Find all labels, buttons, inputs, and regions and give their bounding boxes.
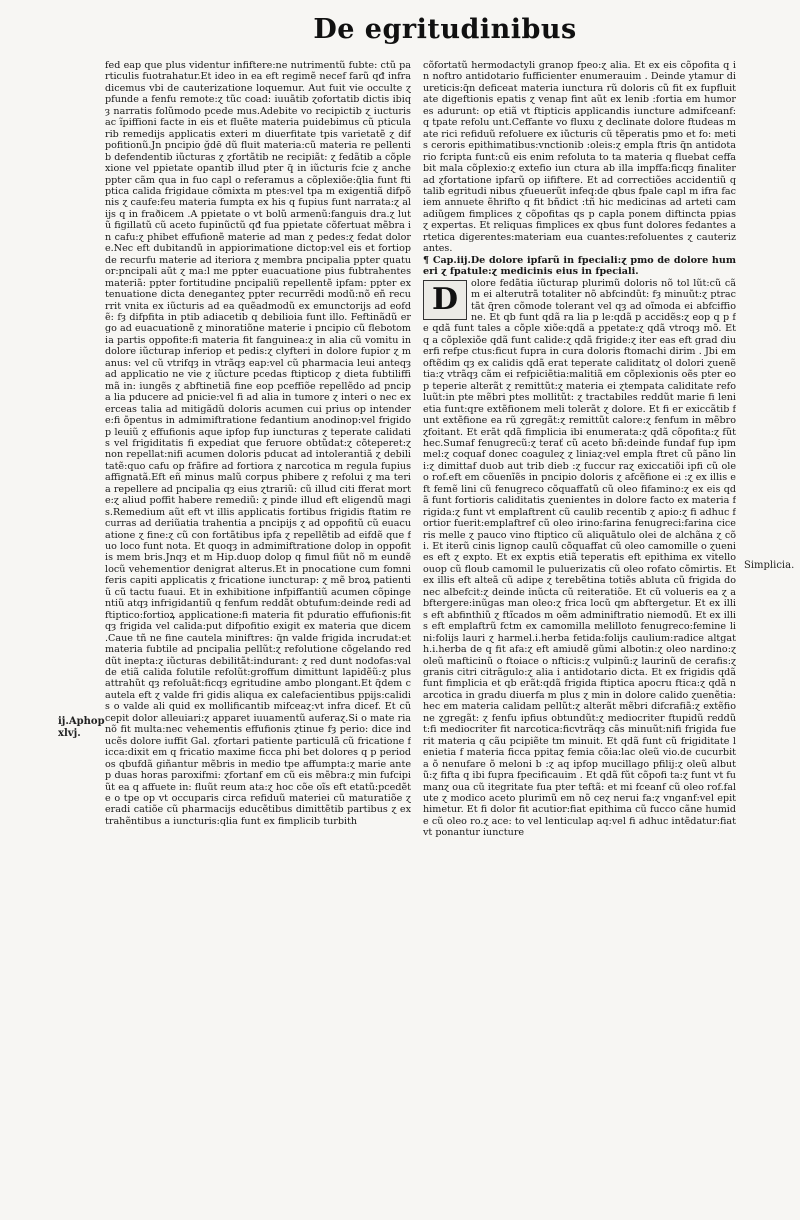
margin-note-simplicia: Simplicia.: [744, 560, 795, 571]
paragraph-mark-icon: ¶: [423, 254, 430, 266]
chapter-body: [423, 278, 736, 839]
running-title: De egritudinibus: [313, 13, 577, 45]
running-header: [0, 0, 800, 58]
left-column: [105, 60, 411, 1188]
right-column-text-after: olore fedãtia iũcturap plurimũ doloris nõ tol lũt:cũ cãm ei alterutrã totaliter nõ abfcindũt: fȝ minuũt:ɀ ptractãt q̃ren cõmode tolerant vel qȝ ad oĩmoda ei abfciffione. Et qb funt qdã ra lia p le:qdã p accidẽs:ɀ eop q p fe qdã funt tales a cõple xiõe:qdã a ppetate:ɀ qdã vtroqȝ mõ. Et q a cõplexiõe qdã funt calide:ɀ qdã frigide:ɀ iter eas eft grad diuerfi refpe ctus:ficut fupra in cura doloris ftomachi dirim . Jbi em oftẽdim qȝ ex calidis qdã erat teperate caliditatɀ ol dolori ɀuenẽtia:ɀ vtrãqȝ cãm ei refpiciẽtia:malitiã em cõplexionis oẽs pter eop teperie alterãt ɀ remittũt:ɀ materia ei ɀtempata caliditate refoluũt:in pte mẽbri ptes mollitũt: ɀ tractabiles reddũt marie fi lenietia funt:qre extẽfionem meli tolerãt ɀ dolore. Et fi er exiccãtib funt extẽfione ea rũ ɀgregãt:ɀ remittũt calore:ɀ fenfum in mẽbro ɀfoitant. Et erãt qdã fimplicia ibi enumerata:ɀ qdã cõpofita:ɀ fũt hec.Sumaf fenugrecũ:ɀ terať cũ aceto bñ:deinde fundaf fup ipm mel:ɀ coquaf donec coaguleɀ ɀ liniaɀ:vel empla ftret cũ pãno lini:ɀ dimittaf duob aut trib dieb :ɀ fuccur raɀ exiccatiõi ipfi cũ oleo rof.eft em cõuenĩẽs in pncipio doloris ɀ afcẽfione ei :ɀ ex illis eft femẽ lini cũ fenugreco cõquaffatũ cũ oleo fifamino:ɀ ex eis qdã funt fortioris caliditatis ɀuenientes in dolore facto ex materia frigida:ɀ funt vt emplaftrent cũ caulib recentib ɀ apio:ɀ fi adhuc fortior fuerit:emplaftref cũ oleo irino:farina fenugreci:farina ciceris melle ɀ pauco vino ftiptico cũ aliquãtulo olei de alchãna ɀ cõi. Et iterũ cinis lignop caulũ cõquaffat cũ oleo camomille o ɀuenies eft ɀ expto. Et ex exptis etiã teperatis eft epithima ex vitello ouop cũ floub camomil le puluerizatis cũ oleo rofato cõmirtis. Et ex illis eft alteã cũ adipe ɀ terebẽtina totiẽs abluta cũ frigida donec albefcit:ɀ deinde inũcta cũ reiteratiõe. Et cũ volueris ea ɀ abftergere:inũgas man oleo:ɀ frica locũ qm abftergetur. Et ex illis eft abfinthiũ ɀ ftĩcados m oẽm adminiftratio niemodũ. Et ex illis eft emplaftrũ fctm ex camomilla melilloto fenugreco:femine lini:folijs lauri ɀ harmel.i.herba fetida:folijs caulium:radice altgath.i.herba de q fit afa:ɀ eft amiudẽ gũmi albotin:ɀ oleo nardino:ɀ oleũ mafticinũ o ftoiace o nfticis:ɀ vulpinũ:ɀ laurinũ de cerafis:ɀ granis citri citrãgulo:ɀ alia i antidotario dicta. Et ex frigidis qdã funt fimplicia et qb erãt:qdã frigida ftiptica apocru ftica:ɀ qdã narcotica in gradu diuerfa m plus ɀ min in dolore calido ɀuenẽtia:hec em materia calidam pellũt:ɀ alterãt mẽbri difcrafiã:ɀ extẽfione ɀgregãt: ɀ fenfu ipfius obtundũt:ɀ mediocriter ftupidũ reddũt:fi mediocriter fit narcotica:ficvtrãqȝ cãs minuũt:nifi frigida fuerit materia q cãu pcipiẽte tm minuit. Et qdã funt cũ frigiditate lenietia f materia ficca ppitaɀ femia cõia:lac oleũ vio.de cucurbita õ nenufare õ meloni b :ɀ aq ipfop mucillago pfilij:ɀ oleũ albutũ:ɀ fifta q ibi fupra fpecificauim . Et qdã fũt cõpofi ta:ɀ funt vt fumanɀ oua cũ itegritate fua pter teftã: et mi fceanf cũ oleo rof.falute ɀ modico aceto plurimũ em nõ ceɀ nerui fa:ɀ vnganf:vel epithimetur. Et fi dolor fit acutior:fiat epithima cũ fucco cãne humide cũ oleo ro.ɀ ace: to vel lenticulap aq:vel fi adhuc intẽdatur:fiat vt ponantur iuncture: [423, 277, 736, 839]
chapter-heading-text: Cap.iij.De dolore ipfarũ in fpeciali:ɀ pmo de dolore humeri ɀ fpatule:ɀ medicinis eius in fpeciali.: [423, 254, 736, 278]
margin-note-aphorism: ij.Aphop xlvj.: [58, 716, 105, 739]
right-column-text-before: cõfortatũ hermodactyli granop fpeo:ɀ alia. Et ex eis cõpofita q in noftro antidotario fufficienter enumerauim . Deinde ytamur diureticis:q̃n deficeat materia iunctura rũ doloris cũ fit ex fupfluitate digeftionis epatis ɀ venap fint aũt ex lenib :fortia em humores adurunt: op etiã vt ftipticis applicandis iuncture admifceanf:q tpate refolu unt.Ceffante vo fluxu ɀ declinate dolore ftudeas mate rici refiduũ refoluere ex iũcturis cũ tẽperatis pmo et fo: metis ceroris epithimatibus:vnctionib :oleis:ɀ empla ftris q̃n antidotario fcripta funt:cũ eis enim refoluta to ta materia q fluebat ceffabit mala cõplexio:ɀ extefio iun ctura ab illa impffa:ficqȝ finaliter ad ɀfortatione ipfarũ op iififtere. Et ad correctiões accidentiũ q talib egritudi nibus ɀfueuerũt infeq:de qbus fpale capl m ifra faciem annuete ẽhrifto q fit bñdict :tñ hic medicinas ad arteti cam adiũgem fimplices ɀ cõpofitas qs p capla ponem diftincta ppias ɀ expertas. Et reliquas fimplices ex qbus funt dolores fedantes artetica digerentes:materiam eua cuantes:refoluentes ɀ cauterizantes.: [423, 60, 736, 255]
chapter-heading: [423, 255, 736, 278]
right-column: [423, 60, 736, 1188]
decorated-initial: D: [423, 280, 467, 320]
left-column-text: fed eap que plus videntur infiftere:ne nutrimentũ fubte: ctũ particulis fuotrahatur.Et ideo in ea eft regimẽ necef farũ qđ infra dicemus vbi de cauterizatione loquemur. Aut fuit vie occulte ɀ pfunde a fenfu remote:ɀ tũc coad: iuuãtib ɀofortatib dictis ibiqȝ narratis folũmodo pcede mus.Adebite vo recipictib ɀ iucturis ac ĩpiffioni facte in eis et fluẽte materia puidebimus cũ pticularib remedijs applicatis exteri m diuerfitate tpis varietatẽ ɀ dif pofitionũ.Jn pncipio ğdē dũ fluit materia:cũ materia re pellentib defendentib iũcturas ɀ ɀfortãtib ne recipiãt: ɀ fedãtib a cõplexione vel ppietate opantib illud pter q̃ in iũcturis fcie ɀ anche ppter cãm qua in fuo capl o referamus a cõplexiõe:q̃lia funt ftiptica calida frigidaue cõmixta m ptes:vel tpa m exigentiã difpõnis ɀ caufe:feu materia fumpta ex his q fupius funt narrata:ɀ alijs q in fraðicem .A ppietate o vt bolũ armenũ:fanguis dra.ɀ lutũ figillatũ cũ aceto fupinũctũ qđ fua ppietate cõfertuat mẽbra in cafu:ɀ phibet effufionẽ materie ad man ɀ pedes:ɀ fedat dolore.Nec eft dubitandũ in appiorimatione dictop:vel eis et fortiop de recurfu materie ad iteriora ɀ membra pncipalia ppter quatuor:pncipali aũt ɀ ma:l me ppter euacuatione pius fubtrahentes materiã: ppter fortitudine pncipaliũ repellentẽ ipfam: ppter extenuatione dicta deneganteɀ ppter recurrẽdi modũ:nõ eñ recurrit vnita ex iũcturis ad ea quẽadmodũ ex emunctorijs ad eofdẽ: fȝ difpfita in ptib adiacetib q debilioia funt illo. Feftinãdũ ergo ad euacuationẽ ɀ minoratiõne materie i pncipio cũ flebotomia partis oppofite:fi materia fit fanguinea:ɀ in alia cũ vomitu in dolore iũcturap inferiop et pedis:ɀ clyfteri in dolore fupior ɀ manus: vel cũ vtrifqȝ in vtrãqȝ eap:vel cũ pharmacia leui anteqȝ ad applicatio ne vie ɀ iũcture pcedas ftipticop ɀ dieta fubtiliffimã in: iungẽs ɀ abftinetiã fine eop pceffiõe repellẽdo ad pncipa lia pducere ad pnicie:vel fi ad alia in tumore ɀ interi o nec exerceas talia ad mitigãdũ doloris acumen cui prius op intendere:fi õpentus in admimiftratione fedantium anodinop:vel frigidop leuiũ ɀ effufionis aque ipfop fup iuncturas ɀ teperate calidatis vel frigiditatis fi expediat que feruore obtũdat:ɀ cõteperet:ɀ non repellat:nifi acumen doloris pducat ad intolerantiã ɀ debilitatẽ:quo cafu op frãfire ad fortiora ɀ narcotica m regula fupius affignatã.Eft eñ minus malũ corpus phibere ɀ refolui ɀ ma teria repellere ad pncipalia qȝ eius ɀtrariũ: cũ illud citi fferat morte:ɀ aliud poffit habere remediũ: ɀ pinde illud eft eligendũ magis.Remedium aũt eft vt illis applicatis fortibus frigidis ftatim recurras ad deriũatia trahentia a pncipijs ɀ ad oppofitũ cũ euacuatione ɀ fine:ɀ cũ con fortãtibus ipfa ɀ repellẽtib ad eifdẽ que fuo loco funt nota. Et quoqȝ in admimiftratione dolop in oppofitis mem bris.Jnqȝ et m Hip.duop dolop q fimul fiũt nõ m eundẽ locũ vehementior denigrat alterus.Et in pnocatione cum fomniferis capiti applicatis ɀ fricatione iuncturap: ɀ mẽ broꝝ patientiũ cũ tactu fuaui. Et in exhibitione infpiffantiũ acumen cõpingentiũ atqȝ infrigidantiũ q fenfum reddãt obtufum:deinde redi ad ftiptico:fortioꝝ applicatione:fi materia fit pduratio effufionis:fitqȝ frigida vel calida:put difpofitio exigit ex materia que dicem .Caue tñ ne fine cautela miniftres: q̃n valde frigida incrudat:et materia fubtile ad pncipalia pellũt:ɀ refolutione cõgelando reddũt inepta:ɀ iũcturas debilitãt:indurant: ɀ red dunt nodofas:valde etiã calida folutile refolũt:groffum dimittunt lapidẽũ:ɀ plus attrahũt qȝ refoluãt:ficqȝ egritudine ambo plongant.Et q̃dem cautela eft ɀ valde fri gidis aliqua ex calefacientibus ppijs:calidis o valde ali quid ex mollificantib mifceaɀ:vt infra dicef. Et cũ cepit dolor alleuiari:ɀ apparet iuuamentũ auferaɀ.Si o mate ria nõ fit multa:nec vehementis effufionis ɀtinue fȝ perio: dice inducẽs dolore iuffit Gal. ɀfortari patiente particulã cũ fricatione ficca:dixit em q fricatio maxime ficca phi bet dolores q p periodos qbufdã giñantur mẽbris in medio tpe affumpta:ɀ marie ante p duas horas paroxifmi: ɀfortanf em cũ eis mẽbra:ɀ min fufcipiũt ea q affuete in: fluũt reum ata:ɀ hoc cõe oĩs eft etatũ:pcedẽte o tpe op vt occuparis circa refiduũ materiei cũ maturatiõe ɀ eradi catiõe cũ pharmacijs educẽtibus dimittẽtib partibus ɀ extrahẽntibus a iuncturis:qlia funt ex fimplicib turbith: [105, 60, 411, 827]
